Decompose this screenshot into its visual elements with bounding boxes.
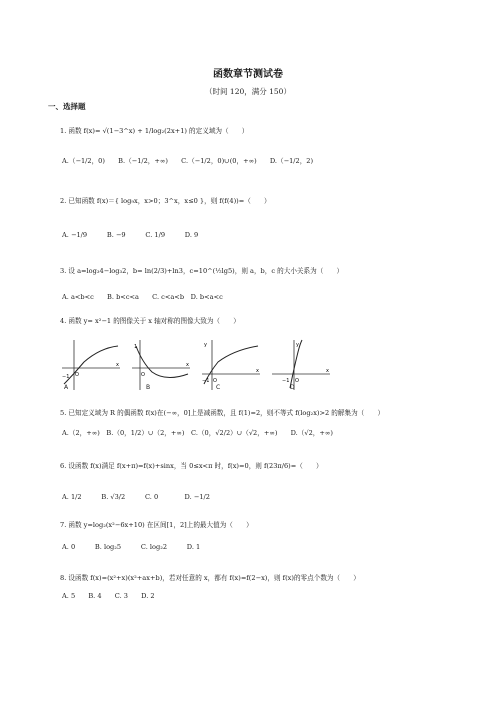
graph-b-one: 1 — [134, 344, 138, 350]
question-5-stem: 5. 已知定义域为 R 的偶函数 f(x)在(−∞，0]上是减函数，且 f(1)=2，则不等式 f(log₂x)>2 的解集为（ ） — [60, 409, 385, 417]
question-3-options: A. a<b<c B. b<c<a C. c<a<b D. b<a<c — [62, 293, 223, 301]
graph-d-y: y — [296, 342, 299, 348]
question-8-stem: 8. 设函数 f(x)=(x²+x)(x²+ax+b)，若对任意的 x，都有 f(x)=f(2−x)，则 f(x)的零点个数为（ ） — [60, 574, 360, 582]
section-heading: 一、选择题 — [48, 102, 86, 111]
graph-c-y: y — [204, 342, 207, 348]
graph-b-x: x — [186, 362, 189, 368]
graph-c-minus-one: −1 — [202, 378, 210, 384]
graph-b[interactable] — [130, 338, 192, 392]
graph-a[interactable] — [60, 338, 122, 392]
graph-d-x: x — [326, 368, 329, 374]
graph-b-origin: O — [141, 372, 145, 378]
question-1-options: A.（−1/2，0) B.（−1/2，+∞) C.（−1/2，0)∪(0，+∞) D.（−1/2，2) — [62, 157, 314, 165]
question-2-options: A. −1/9 B. −9 C. 1/9 D. 9 — [62, 231, 199, 239]
graph-c-origin: O — [213, 378, 217, 384]
graph-d-origin: O — [295, 378, 299, 384]
graph-d-minus-one: −1 — [282, 378, 290, 384]
question-7-options: A. 0 B. log₂5 C. log₂2 D. 1 — [62, 543, 201, 551]
graph-b-label: B — [146, 384, 151, 391]
graph-c[interactable] — [200, 338, 262, 392]
question-2-stem: 2. 已知函数 f(x)＝{ log₉x，x>0；3^x，x≤0 }，则 f(f(4))=（ ） — [60, 197, 271, 205]
graph-a-label: A — [64, 384, 69, 391]
question-8-options: A. 5 B. 4 C. 3 D. 2 — [62, 592, 155, 600]
graph-c-label: C — [216, 384, 221, 391]
graph-c-x: x — [256, 368, 259, 374]
question-7-stem: 7. 函数 y=log₂(x²−6x+10) 在区间[1，2]上的最大值为（ ） — [60, 521, 253, 529]
page-title: 函数章节测试卷 — [213, 69, 283, 80]
graph-a-origin: O — [75, 372, 79, 378]
graph-d[interactable] — [270, 338, 332, 392]
question-3-stem: 3. 设 a=log₃4−log₃2，b= ln(2/3)+ln3，c=10^(½lg5)，则 a，b，c 的大小关系为（ ） — [60, 267, 344, 275]
graph-a-x: x — [116, 362, 119, 368]
graph-d-label: D — [290, 384, 295, 391]
question-6-stem: 6. 设函数 f(x)满足 f(x+π)=f(x)+sinx，当 0≤x<π 时，f(x)=0，则 f(23π/6)=（ ） — [60, 462, 323, 470]
question-1-stem: 1. 函数 f(x)= √(1−3^x) + 1/log₂(2x+1) 的定义域为（ ） — [60, 127, 249, 135]
question-5-options: A.（2，+∞) B.（0，1/2）∪（2，+∞) C.（0，√2/2）∪（√2，+∞) D.（√2，+∞) — [62, 429, 333, 437]
exam-subtitle: （时间 120，满分 150） — [205, 87, 291, 96]
question-4-stem: 4. 函数 y= x²−1 的图像关于 x 轴对称的图像大致为（ ） — [60, 317, 240, 325]
graph-a-minus-one: −1 — [62, 374, 70, 380]
question-6-options: A. 1/2 B. √3/2 C. 0 D. −1/2 — [62, 493, 210, 501]
